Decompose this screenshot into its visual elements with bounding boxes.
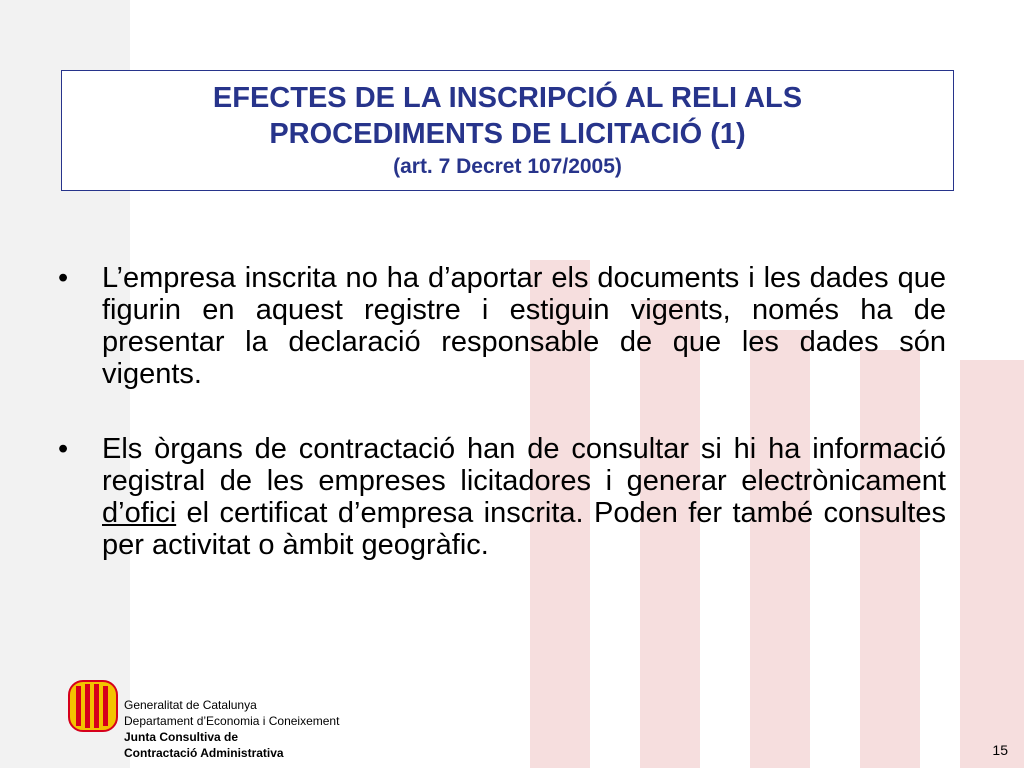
underlined-term: d’ofici	[102, 497, 177, 529]
slide-title-line-1: EFECTES DE LA INSCRIPCIÓ AL RELI ALS	[212, 82, 803, 114]
organization-block	[124, 697, 339, 761]
page-number: 15	[992, 742, 1008, 758]
slide-subtitle: (art. 7 Decret 107/2005)	[393, 155, 622, 178]
generalitat-logo-icon	[68, 680, 118, 732]
org-line-1: Generalitat de Catalunya	[124, 698, 257, 712]
slide-title-line-2: PROCEDIMENTS DE LICITACIÓ (1)	[269, 118, 746, 150]
bullet-item-2	[58, 433, 946, 561]
title-box	[61, 70, 954, 191]
bullet-text-2	[102, 433, 946, 561]
org-line-3: Junta Consultiva de	[124, 730, 239, 744]
org-line-4: Contractació Administrativa	[124, 746, 284, 760]
bullet-text-1: L’empresa inscrita no ha d’aportar els documents i les dades que figurin en aquest registre i estiguin vigents, només ha de presentar la declaració responsable de que les dades són vigents.	[102, 262, 946, 390]
bullet-list	[58, 262, 946, 604]
bullet-text-2-after: el certificat d’empresa inscrita. Poden fer també consultes per activitat o àmbit geogràfic.	[102, 497, 946, 561]
bullet-marker: •	[58, 262, 69, 294]
bullet-marker: •	[58, 433, 69, 465]
bullet-item-1	[58, 262, 946, 390]
org-line-2: Departament d’Economia i Coneixement	[124, 714, 340, 728]
bullet-text-2-before: Els òrgans de contractació han de consultar si hi ha informació registral de les empreses licitadores i generar electrònicament	[102, 433, 946, 497]
